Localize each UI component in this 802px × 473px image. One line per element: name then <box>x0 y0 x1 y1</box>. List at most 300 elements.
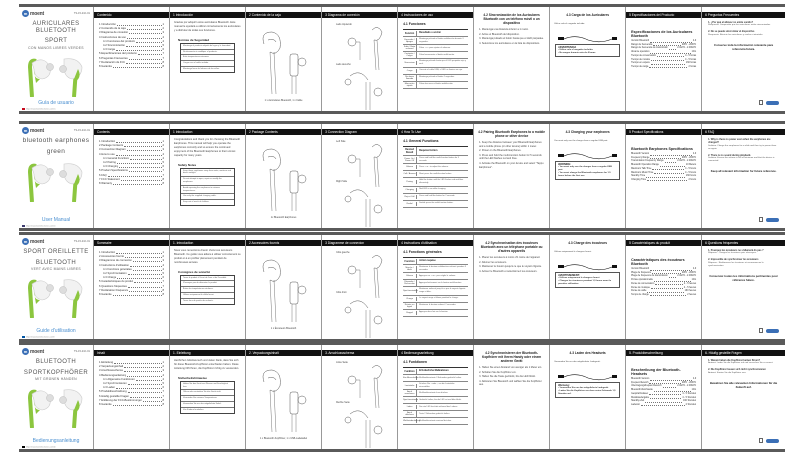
pairing-step: 2. Power on the Bluetooth Earphones. <box>479 149 522 153</box>
charging-panel <box>550 7 626 111</box>
spec-value: 20Hz - 20KHz <box>681 156 697 159</box>
spec-key: Bluetooth-Version <box>631 378 650 380</box>
table-row <box>403 75 468 82</box>
safety-item: N'essayez pas de démonter le produit. <box>181 281 234 287</box>
spec-value: 160 heures <box>684 290 697 293</box>
logo-icon: m <box>23 239 28 244</box>
leader-dots <box>128 382 162 385</box>
keep-info-note: Bewahren Sie alle relevanten Informationen für die Zukunft auf. <box>709 380 778 389</box>
function-name: Rappel <box>403 311 417 315</box>
spec-key: Tiempo de carga <box>631 65 649 68</box>
functions-table <box>403 29 468 89</box>
functions-panel <box>398 124 474 228</box>
toc-page: 6 <box>162 276 165 280</box>
spec-key: Übertragungsfrequenzbereich <box>631 385 662 388</box>
flag-icon <box>22 225 25 227</box>
pairing-step: 1. Placez les écouteurs à moins d'1 mètre de l'appareil. <box>479 256 541 259</box>
usb-cable-illustration <box>556 34 620 44</box>
faq-answer: Antwort: Starten Sie die Kopfhörer neu. <box>708 371 747 374</box>
spec-row <box>626 66 701 70</box>
toc-page: 2 <box>162 144 165 148</box>
leader-dots <box>129 31 161 34</box>
function-action: Double press the multi-function button. <box>419 202 454 205</box>
safety-item: Vermeiden Sie extreme Temperaturen. <box>181 396 234 402</box>
toc-page: 2 <box>162 365 165 369</box>
cover-url <box>22 336 90 338</box>
spec-value: 4.0 <box>692 40 697 42</box>
function-name: Volume <box>403 274 417 278</box>
warning-item: • Laden Sie die Kopfhörer vor dem ersten Gebrauch 1,5 Stunden auf. <box>558 390 616 396</box>
cover-panel <box>19 235 94 339</box>
leader-dots <box>113 182 161 185</box>
functions-subtitle: 4.1 Fonctions générales <box>403 250 442 254</box>
spec-key: Frequency Range <box>631 156 650 159</box>
toc-item[interactable] <box>99 65 164 69</box>
column-header: Desired Result <box>403 147 417 155</box>
leader-dots <box>650 153 692 156</box>
pairing-step: 4. Activate the Bluetooth on your device and select "Tappu Earphones". <box>479 161 544 169</box>
leader-dots <box>116 140 161 143</box>
leader-dots <box>649 66 687 69</box>
toc-label: 3 Anschlussschema <box>99 369 123 373</box>
pairing-step: 1. Mantenga una distancia inferior a 1 metro. <box>479 28 529 31</box>
function-action: Press and hold the button for 2 seconds. <box>419 195 455 198</box>
table-header-row <box>403 30 468 37</box>
spec-value: 2.4GHz - 2.48GHz <box>677 275 697 278</box>
pairing-step: 3. Halten Sie die Taste gedrückt, bis die LED blinkt. <box>479 375 536 379</box>
toc-page: 7 <box>162 169 165 173</box>
specs-panel <box>626 124 702 228</box>
guide-title: Guía de usuario <box>38 100 74 106</box>
function-action: Maintenez le bouton multifonction enfoncé pendant 3 secondes. <box>419 266 466 271</box>
charging-panel <box>550 235 626 339</box>
toc-label: 6 FAQ <box>99 173 107 177</box>
leader-dots <box>129 57 162 60</box>
function-name: Encender / Apagar <box>403 38 417 44</box>
table-row <box>403 303 468 310</box>
leader-dots <box>130 157 161 160</box>
booklet-sheet-en <box>19 124 785 228</box>
safety-item: Evite temperaturas extremas. <box>181 55 234 61</box>
warning-text: No cargue durante más de 4 horas. <box>559 52 596 55</box>
toc-label: 4.2 Sincronización <box>103 44 125 48</box>
warning-text: Verwenden Sie nur das mitgelieferte Ladegerät. <box>559 387 609 390</box>
pairing-step: 2. Active el Bluetooth del dispositivo. <box>479 32 520 36</box>
toc-label: 4.1 Allgemeine Funktionen <box>103 377 135 381</box>
toc-label: 4.3 Charging <box>103 165 119 169</box>
toc-label: 8 Garantie <box>99 293 112 297</box>
cover-title-line2: SPORTKOPFHÖRER <box>23 369 89 376</box>
toc-label: 3 Diagrama de conexión <box>99 31 129 35</box>
toc-label: 3 Diagramme de connexion <box>99 259 132 263</box>
function-name: Ein-/Ausschalten <box>403 377 419 379</box>
function-action: Mantenga pulsado el botón 2 segundos. <box>419 76 455 79</box>
toc-page: 7 <box>162 56 165 60</box>
toc-label: 5 Caractéristiques du produit <box>99 280 134 284</box>
spec-value: 2.4GHz - 2.48GHz <box>677 385 697 388</box>
leader-dots <box>663 385 677 388</box>
faq-answer: Solution: Ensure the volume is not at minimum and that the device is connected. <box>708 157 775 163</box>
booklet-sheet-de <box>19 345 785 449</box>
spec-key: Frequenzbereich <box>631 381 649 384</box>
brand-mini-logo <box>766 101 779 105</box>
warning-text: Utilisez uniquement le chargeur fourni. <box>559 277 600 280</box>
safety-item: Halten Sie das Gerät von Wasser und Feuchtigkeit fern. <box>181 382 234 391</box>
spec-key: Standby-Zeit <box>631 400 645 403</box>
safety-item: Verwenden Sie nur das mitgelieferte Kabel. <box>181 402 234 408</box>
cover-panel <box>19 124 94 228</box>
table-row <box>403 201 468 208</box>
charging-panel <box>550 124 626 228</box>
cover-panel <box>19 345 94 449</box>
leader-dots <box>652 272 681 275</box>
toc-page: 3 <box>162 369 165 373</box>
leader-dots <box>655 283 683 286</box>
table-row <box>403 404 468 411</box>
leader-dots <box>129 169 162 172</box>
intro-panel <box>170 345 246 449</box>
spec-key: Alcance operativo <box>631 51 650 54</box>
safety-item: Do not attempt to open, repair or modify the earphones. <box>181 177 234 186</box>
table-row <box>403 68 468 75</box>
charging-text <box>550 248 625 257</box>
warning-text: You must charge the Bluetooth earphones for 1.5 hours before the first use. <box>558 172 611 178</box>
faq-panel <box>702 345 785 449</box>
brand-mini-logo <box>766 218 779 222</box>
toc-header: Contenido <box>94 12 169 18</box>
spec-value: 160 Stunden <box>683 400 697 403</box>
leader-dots <box>124 144 161 147</box>
spec-value: 160 hours <box>685 175 697 178</box>
table-header-row <box>403 368 468 375</box>
leader-dots <box>652 168 684 171</box>
toc-item[interactable] <box>99 403 164 407</box>
spec-value: 4.0 <box>692 268 697 270</box>
spec-value: 4 - 5 Stunden <box>682 396 697 399</box>
pairing-step: 1. Halten Sie einen Abstand von weniger als 1 Meter ein. <box>479 366 542 369</box>
toc-label: 1 Einleitung <box>99 361 114 364</box>
toc-label: 5 Especificaciones del producto <box>99 52 137 56</box>
package-header: 2 Contenido de la caja <box>246 12 321 18</box>
pairing-panel <box>474 7 550 111</box>
pairing-title: 4.2 Pairing Bluetooth Earphones to a mobile phone or other device <box>478 130 546 138</box>
toc-page: 7 <box>162 394 165 398</box>
spec-value: 10m <box>691 51 697 54</box>
leader-dots <box>133 268 162 271</box>
function-action: Le voyant rouge s'allume pendant la charge. <box>419 297 459 300</box>
spec-value: 20Hz - 20KHz <box>681 381 697 384</box>
cover-title: BLUETOOTH <box>35 359 77 365</box>
toc-header: Contents <box>94 129 169 135</box>
earphone-line-drawing <box>246 24 322 94</box>
cover-url <box>22 446 90 448</box>
diagram-panel <box>322 235 398 339</box>
safety-item: Keep these earphones away from water, moisture and direct sunlight. <box>181 169 234 178</box>
package-panel <box>246 7 322 111</box>
toc-page: 4 <box>162 377 165 381</box>
charging-desc: You must only use the charger from a regular USB port. <box>554 140 608 142</box>
toc-page: 8 <box>162 65 165 69</box>
toc-label: 5 Product Specifications <box>99 169 128 173</box>
intro-text: Gracias por adquirir estos auriculares Bluetooth. Este manual le ayudará a utilizar correctamente los auriculares y a disfrutar de todas sus funciones. <box>174 21 241 32</box>
function-action: Appuyez sur + ou - pour régler le volume. <box>419 275 456 278</box>
booklet-sheet-es <box>19 7 785 111</box>
brand-logo <box>22 348 44 355</box>
compliance-logos <box>759 217 779 222</box>
diagram-header: 3 Diagramme de connexion <box>322 240 397 246</box>
leader-dots <box>669 47 676 50</box>
warning-box <box>555 44 620 57</box>
toc-label: 1 Introducción <box>99 23 116 26</box>
leader-dots <box>654 172 684 175</box>
function-name: Contestar / Colgar <box>403 52 417 58</box>
earphones-illustration <box>22 53 92 97</box>
table-row <box>403 37 468 45</box>
faq-question: 1. Pourquoi les écouteurs ne s'allument-ils pas ? <box>708 249 764 252</box>
charging-desc: Utilisez uniquement le chargeur fourni. <box>554 251 592 253</box>
function-name: Lautstärke <box>403 384 417 388</box>
function-action: Gedrückt halten, bis die LED rot und blau blinkt. <box>419 399 462 402</box>
connection-diagram <box>322 20 398 110</box>
booklet-sheet-fr <box>19 235 785 339</box>
toc-page: 6 <box>162 165 165 169</box>
leader-dots <box>130 395 161 398</box>
leader-dots <box>650 294 686 297</box>
spec-key: Maximum Music Time <box>631 171 654 174</box>
faq-question: 1. Why is there no power even when the earphones are charged? <box>708 138 771 145</box>
safety-item: No desmonte ni modifique el producto. <box>181 50 234 56</box>
package-header: 2 Package Contents <box>246 129 321 135</box>
panels <box>19 235 785 339</box>
intro-header: 1. Einleitung <box>170 350 245 356</box>
spec-value: 2.4GHz - 2.48GHz <box>677 160 697 163</box>
toc-label: 6 Preguntas Frecuentes <box>99 56 128 60</box>
leader-dots <box>646 175 685 178</box>
function-action: Hold the button until the LED flashes red and blue alternately. <box>419 179 464 185</box>
spec-value: 2 heures <box>687 293 697 296</box>
pairing-panel <box>474 124 550 228</box>
faq-answer: Réponse : Redémarrez les écouteurs et recommencez la synchronisation. <box>708 261 764 267</box>
functions-header: 4 Instrucciones de uso <box>398 12 473 18</box>
spec-value: 4 - 5 horas <box>685 58 697 61</box>
specs-panel <box>626 235 702 339</box>
leader-dots <box>143 399 161 402</box>
toc-page: 7 <box>162 284 165 288</box>
cover-subtitle: VERT AVEC MAINS LIBRES <box>31 267 81 271</box>
toc-page: 8 <box>162 403 165 407</box>
pairing-step: 3. Mantenga pulsado el botón hasta que el LED parpadee. <box>479 37 544 41</box>
safety-item: Keep out of reach of children. <box>183 201 210 204</box>
toc-page: 5 <box>162 382 165 386</box>
functions-subtitle: 4.1 General Functions <box>403 139 439 143</box>
spec-key: Durée de conversation <box>631 282 655 285</box>
flag-icon <box>22 336 25 338</box>
compliance-logos <box>759 100 779 105</box>
charging-title: 4.3 Charge des écouteurs <box>568 241 608 245</box>
spec-key: Plage de fréquence <box>631 271 652 274</box>
spec-key: Bluetooth Operation Range <box>631 164 659 167</box>
pairing-step: 2. Allumez les écouteurs. <box>479 260 507 264</box>
leader-dots <box>129 289 161 292</box>
charging-panel <box>550 345 626 449</box>
package-caption: 1 x Bluetooth-Kopfhörer, 1 x USB-Ladekabel <box>260 437 308 440</box>
toc-panel <box>94 345 170 449</box>
spec-value: 4 - 5 heures <box>683 286 697 289</box>
table-row <box>403 375 468 382</box>
warning-item: • You must only use the charger from a regular USB port. <box>558 166 612 172</box>
safety-item: Tenez le produit à l'écart de l'eau et de l'humidité. <box>181 276 234 282</box>
leader-dots <box>660 164 685 167</box>
table-row <box>403 287 468 295</box>
safety-item: Tenez hors de portée des enfants. <box>183 299 214 302</box>
toc-label: 3 Connection Diagram <box>99 148 126 152</box>
logo-icon: m <box>23 128 28 133</box>
cover-url <box>22 225 90 227</box>
brand-mini-logo <box>766 329 779 333</box>
pairing-title: 4.2 Synchronisation des écouteurs Bluetooth avec un téléphone portable ou d'autres appareils <box>480 241 543 253</box>
function-name: Call / Answer <box>403 173 416 176</box>
diagram-header: 3 Diagrama de conexión <box>322 12 397 18</box>
leader-dots <box>117 161 162 164</box>
leader-dots <box>125 255 161 258</box>
charging-title: 4.3 Charging your earphones <box>565 130 610 134</box>
function-action: Mantenga pulsado hasta que el LED parpadee rojo y azul. <box>419 60 466 66</box>
function-name: Reject Call <box>403 195 417 199</box>
pairing-step: 4. Activez le Bluetooth et sélectionnez les écouteurs. <box>479 269 538 273</box>
keep-info-note: Conservez toutes les informations pertinentes pour référence future. <box>709 273 778 282</box>
spec-value: 4 - 5 heures <box>683 282 697 285</box>
function-action: Multifunktionstaste 3 Sekunden gedrückt halten. <box>419 376 462 379</box>
pairing-panel <box>474 345 550 449</box>
pairing-panel <box>474 235 550 339</box>
spec-key: Plage de fréquence de transmission <box>631 275 668 278</box>
safety-item: Mantenga fuera del alcance de los niños. <box>183 67 220 70</box>
table-row <box>403 273 468 280</box>
specs-header: 5. Produktbeschreibung <box>626 350 701 356</box>
leader-dots <box>669 275 676 278</box>
function-action: Multifunktionstaste zweimal drücken. <box>419 420 452 423</box>
toc-item[interactable] <box>99 293 164 297</box>
function-name: Redial <box>403 202 417 206</box>
leader-dots <box>117 23 162 26</box>
toc-page: 5 <box>162 44 165 48</box>
sheet-bottom-bar <box>19 228 785 231</box>
cover-url <box>22 108 90 110</box>
spec-key: Versión Bluetooth <box>631 40 650 42</box>
function-action: Appuyez brièvement sur le bouton multifonction. <box>419 282 462 285</box>
warning-box <box>555 272 620 288</box>
table-row <box>403 411 468 418</box>
function-name: Répondre / Raccrocher <box>403 280 417 286</box>
toc-label: 7 FCC Statement <box>99 177 120 181</box>
leader-dots <box>653 44 681 47</box>
faq-header: 6 Questions fréquentes <box>702 240 785 246</box>
table-row <box>403 156 468 164</box>
toc-page: 4 <box>162 152 165 156</box>
earphones-illustration <box>22 158 92 202</box>
spec-value: 2 hours <box>688 178 697 181</box>
toc-page: 3 <box>162 31 165 35</box>
leader-dots <box>651 62 685 65</box>
recycle-bin-icon <box>759 328 763 333</box>
leader-dots <box>121 178 162 181</box>
toc-header: Inhalt <box>94 350 169 356</box>
spec-value: 4 - 5 hours <box>685 171 697 174</box>
sheet-bottom-bar <box>19 449 785 452</box>
toc-label: 6 Questions fréquentes <box>99 284 127 288</box>
specs-title: Beschreibung der Bluetooth-Headsets <box>631 368 681 376</box>
functions-table <box>403 367 468 425</box>
charging-text <box>550 358 625 367</box>
spec-key: Maximum Talk Time <box>631 167 652 170</box>
warning-item: • Utilisez uniquement le chargeur fourni. <box>558 277 600 280</box>
toc-label: 1 Introduction <box>99 140 116 143</box>
pairing-step: 2. Schalten Sie die Kopfhörer ein. <box>479 370 517 374</box>
earphone-line-drawing <box>246 141 322 211</box>
toc-page: 4 <box>162 373 165 377</box>
toc-page: 8 <box>162 288 165 292</box>
table-row <box>403 310 468 317</box>
faq-panel <box>702 235 785 339</box>
toc-item[interactable] <box>99 182 164 186</box>
package-caption: 1 x Auriculares Bluetooth, 1 x Cable <box>264 99 303 102</box>
package-header: 2 Accessoires fournis <box>246 240 321 246</box>
diagram-label-left: Linke Seite <box>336 361 348 364</box>
column-header: Required Action <box>419 148 438 152</box>
spec-row <box>626 179 701 183</box>
specs-panel <box>626 345 702 449</box>
function-name: Charge <box>403 297 417 301</box>
compliance-logos <box>759 328 779 333</box>
package-caption: 1x Bluetooth Earphones <box>270 216 297 219</box>
faq-question: 2. Impossible de synchroniser les écouteurs <box>708 258 759 262</box>
recycle-bin-icon <box>759 217 763 222</box>
guide-title: Guide d'utilisation <box>36 328 76 334</box>
table-row <box>403 382 468 390</box>
spec-key: Version Bluetooth <box>631 268 650 270</box>
spec-key: Transmission Frequency Range <box>631 160 664 163</box>
function-action: Pulse dos veces el botón multifunción. <box>419 83 454 86</box>
warning-title: AVERTISSEMENT: <box>558 274 580 278</box>
toc-page: 1 <box>162 140 165 143</box>
leader-dots <box>127 27 162 30</box>
safety-item: Mantenga el producto alejado del agua y la humedad. <box>181 44 234 50</box>
intro-header: 1 Introducción <box>170 12 245 18</box>
leader-dots <box>127 148 162 151</box>
spec-value: 20Hz - 20KHz <box>681 271 697 274</box>
connection-diagram <box>322 358 398 448</box>
leader-dots <box>130 264 162 267</box>
charging-text <box>550 137 625 146</box>
logo-icon: m <box>23 349 28 354</box>
leader-dots <box>114 361 161 364</box>
spec-value: 10 Meters <box>685 164 697 167</box>
table-row <box>403 52 468 59</box>
safety-title: Sicherheitshinweise <box>178 375 207 380</box>
leader-dots <box>649 393 681 396</box>
toc-label: 2 Package Contents <box>99 144 124 148</box>
function-action: Mantenga pulsado el botón multifunción durante 3 segundos. <box>419 38 464 43</box>
cover-title: bluetooth earphones <box>22 137 90 144</box>
table-row <box>403 194 468 201</box>
toc-label: 2 Contenido de la caja <box>99 27 126 31</box>
function-name: Wahlwiederholung <box>403 420 421 423</box>
spec-value: 4 - 5 horas <box>685 54 697 57</box>
leader-dots <box>126 44 162 47</box>
functions-panel <box>398 7 474 111</box>
leader-dots <box>119 165 161 168</box>
model-number: TS-15-21F-01 <box>73 12 91 15</box>
